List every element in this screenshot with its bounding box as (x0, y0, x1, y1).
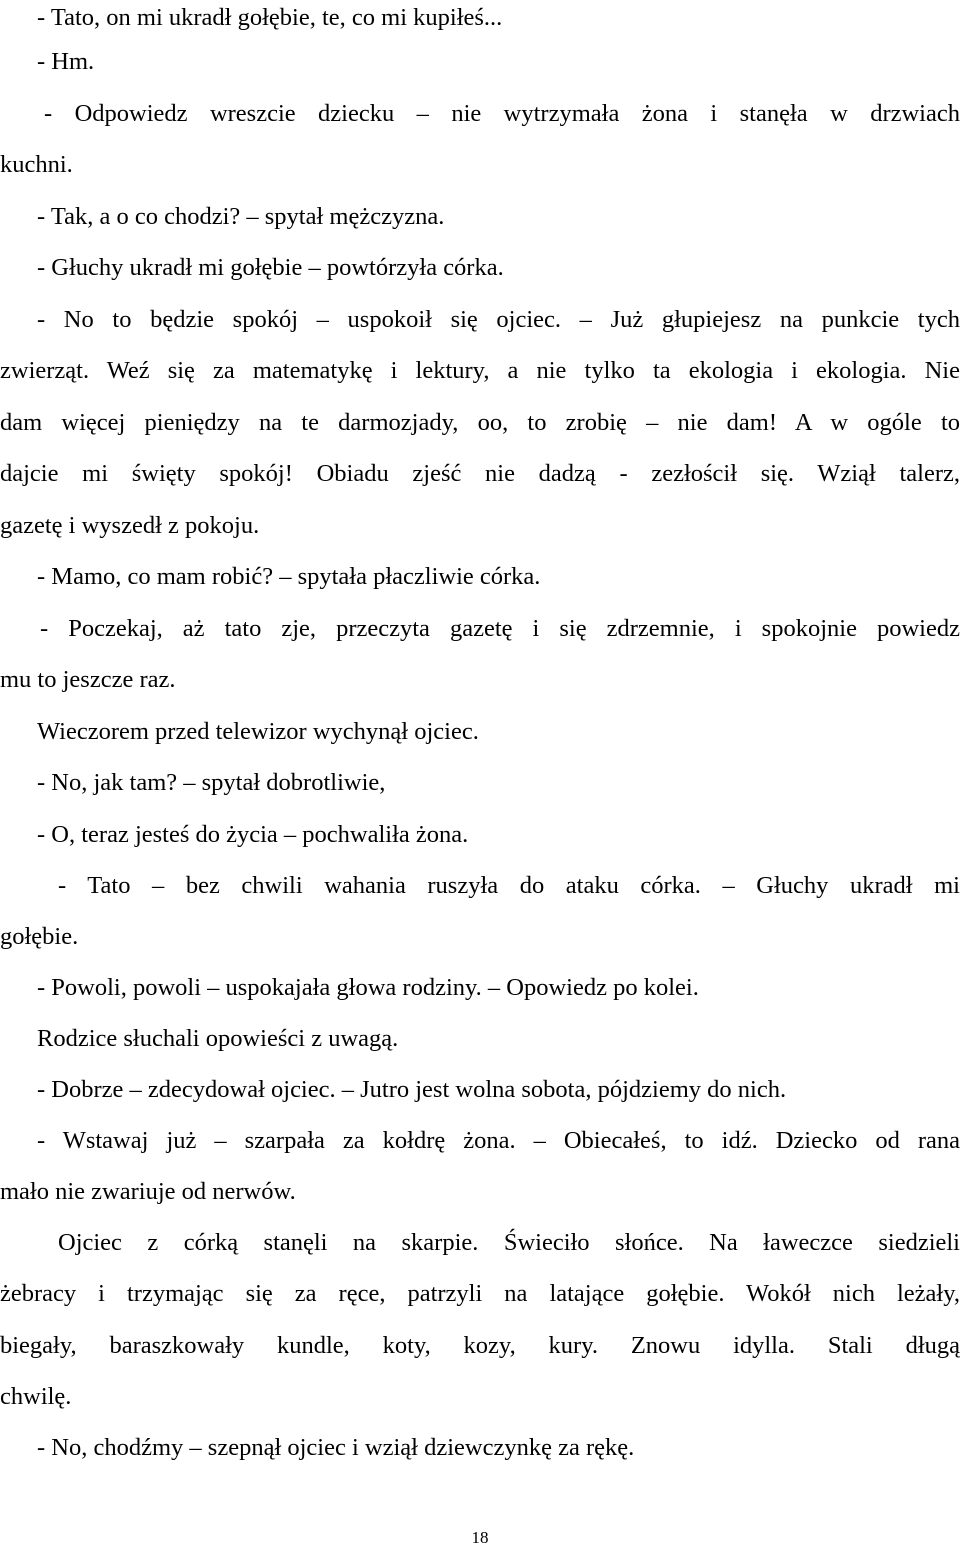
text-line: - Odpowiedz wreszcie dziecku – nie wytrzymała żona i stanęła w drzwiach (44, 100, 960, 127)
text-line: Rodzice słuchali opowieści z uwagą. (37, 1025, 399, 1052)
text-line: - O, teraz jesteś do życia – pochwaliła żona. (37, 821, 469, 848)
text-line: - Dobrze – zdecydował ojciec. – Jutro jest wolna sobota, pójdziemy do nich. (37, 1076, 787, 1103)
text-line: żebracy i trzymając się za ręce, patrzyli na latające gołębie. Wokół nich leżały, (0, 1280, 960, 1307)
text-line: - No to będzie spokój – uspokoił się ojciec. – Już głupiejesz na punkcie tych (37, 306, 960, 333)
text-line: - Hm. (37, 48, 95, 75)
text-line: - Tato – bez chwili wahania ruszyła do ataku córka. – Głuchy ukradł mi (58, 872, 960, 899)
page-number: 18 (471, 1528, 489, 1547)
text-line: dam więcej pieniędzy na te darmozjady, oo, to zrobię – nie dam! A w ogóle to (0, 409, 960, 436)
text-line: - Tak, a o co chodzi? – spytał mężczyzna. (37, 203, 445, 230)
text-line: dajcie mi święty spokój! Obiadu zjeść nie dadzą - zezłościł się. Wziął talerz, (0, 460, 960, 487)
text-line: - Poczekaj, aż tato zje, przeczyta gazetę i się zdrzemnie, i spokojnie powiedz (40, 615, 960, 642)
text-line: mu to jeszcze raz. (0, 666, 176, 693)
text-line: - Powoli, powoli – uspokajała głowa rodziny. – Opowiedz po kolei. (37, 974, 699, 1001)
text-line: - Mamo, co mam robić? – spytała płaczliwie córka. (37, 563, 541, 590)
text-line: chwilę. (0, 1383, 72, 1410)
text-line: - Głuchy ukradł mi gołębie – powtórzyła córka. (37, 254, 504, 281)
text-line: - No, chodźmy – szepnął ojciec i wziął dziewczynkę za rękę. (37, 1434, 635, 1461)
text-line: gazetę i wyszedł z pokoju. (0, 512, 260, 539)
text-line: zwierząt. Weź się za matematykę i lektury, a nie tylko ta ekologia i ekologia. Nie (0, 357, 960, 384)
text-line: Ojciec z córką stanęli na skarpie. Świeciło słońce. Na ławeczce siedzieli (58, 1229, 960, 1256)
text-line: biegały, baraszkowały kundle, koty, kozy, kury. Znowu idylla. Stali długą (0, 1332, 960, 1359)
text-line: kuchni. (0, 151, 73, 178)
text-line: Wieczorem przed telewizor wychynął ojciec. (37, 718, 479, 745)
text-line: - Wstawaj już – szarpała za kołdrę żona. – Obiecałeś, to idź. Dziecko od rana (37, 1127, 960, 1154)
text-line: mało nie zwariuje od nerwów. (0, 1178, 296, 1205)
text-line: gołębie. (0, 923, 79, 950)
text-line: - No, jak tam? – spytał dobrotliwie, (37, 769, 386, 796)
text-line: - Tato, on mi ukradł gołębie, te, co mi kupiłeś... (37, 4, 503, 31)
